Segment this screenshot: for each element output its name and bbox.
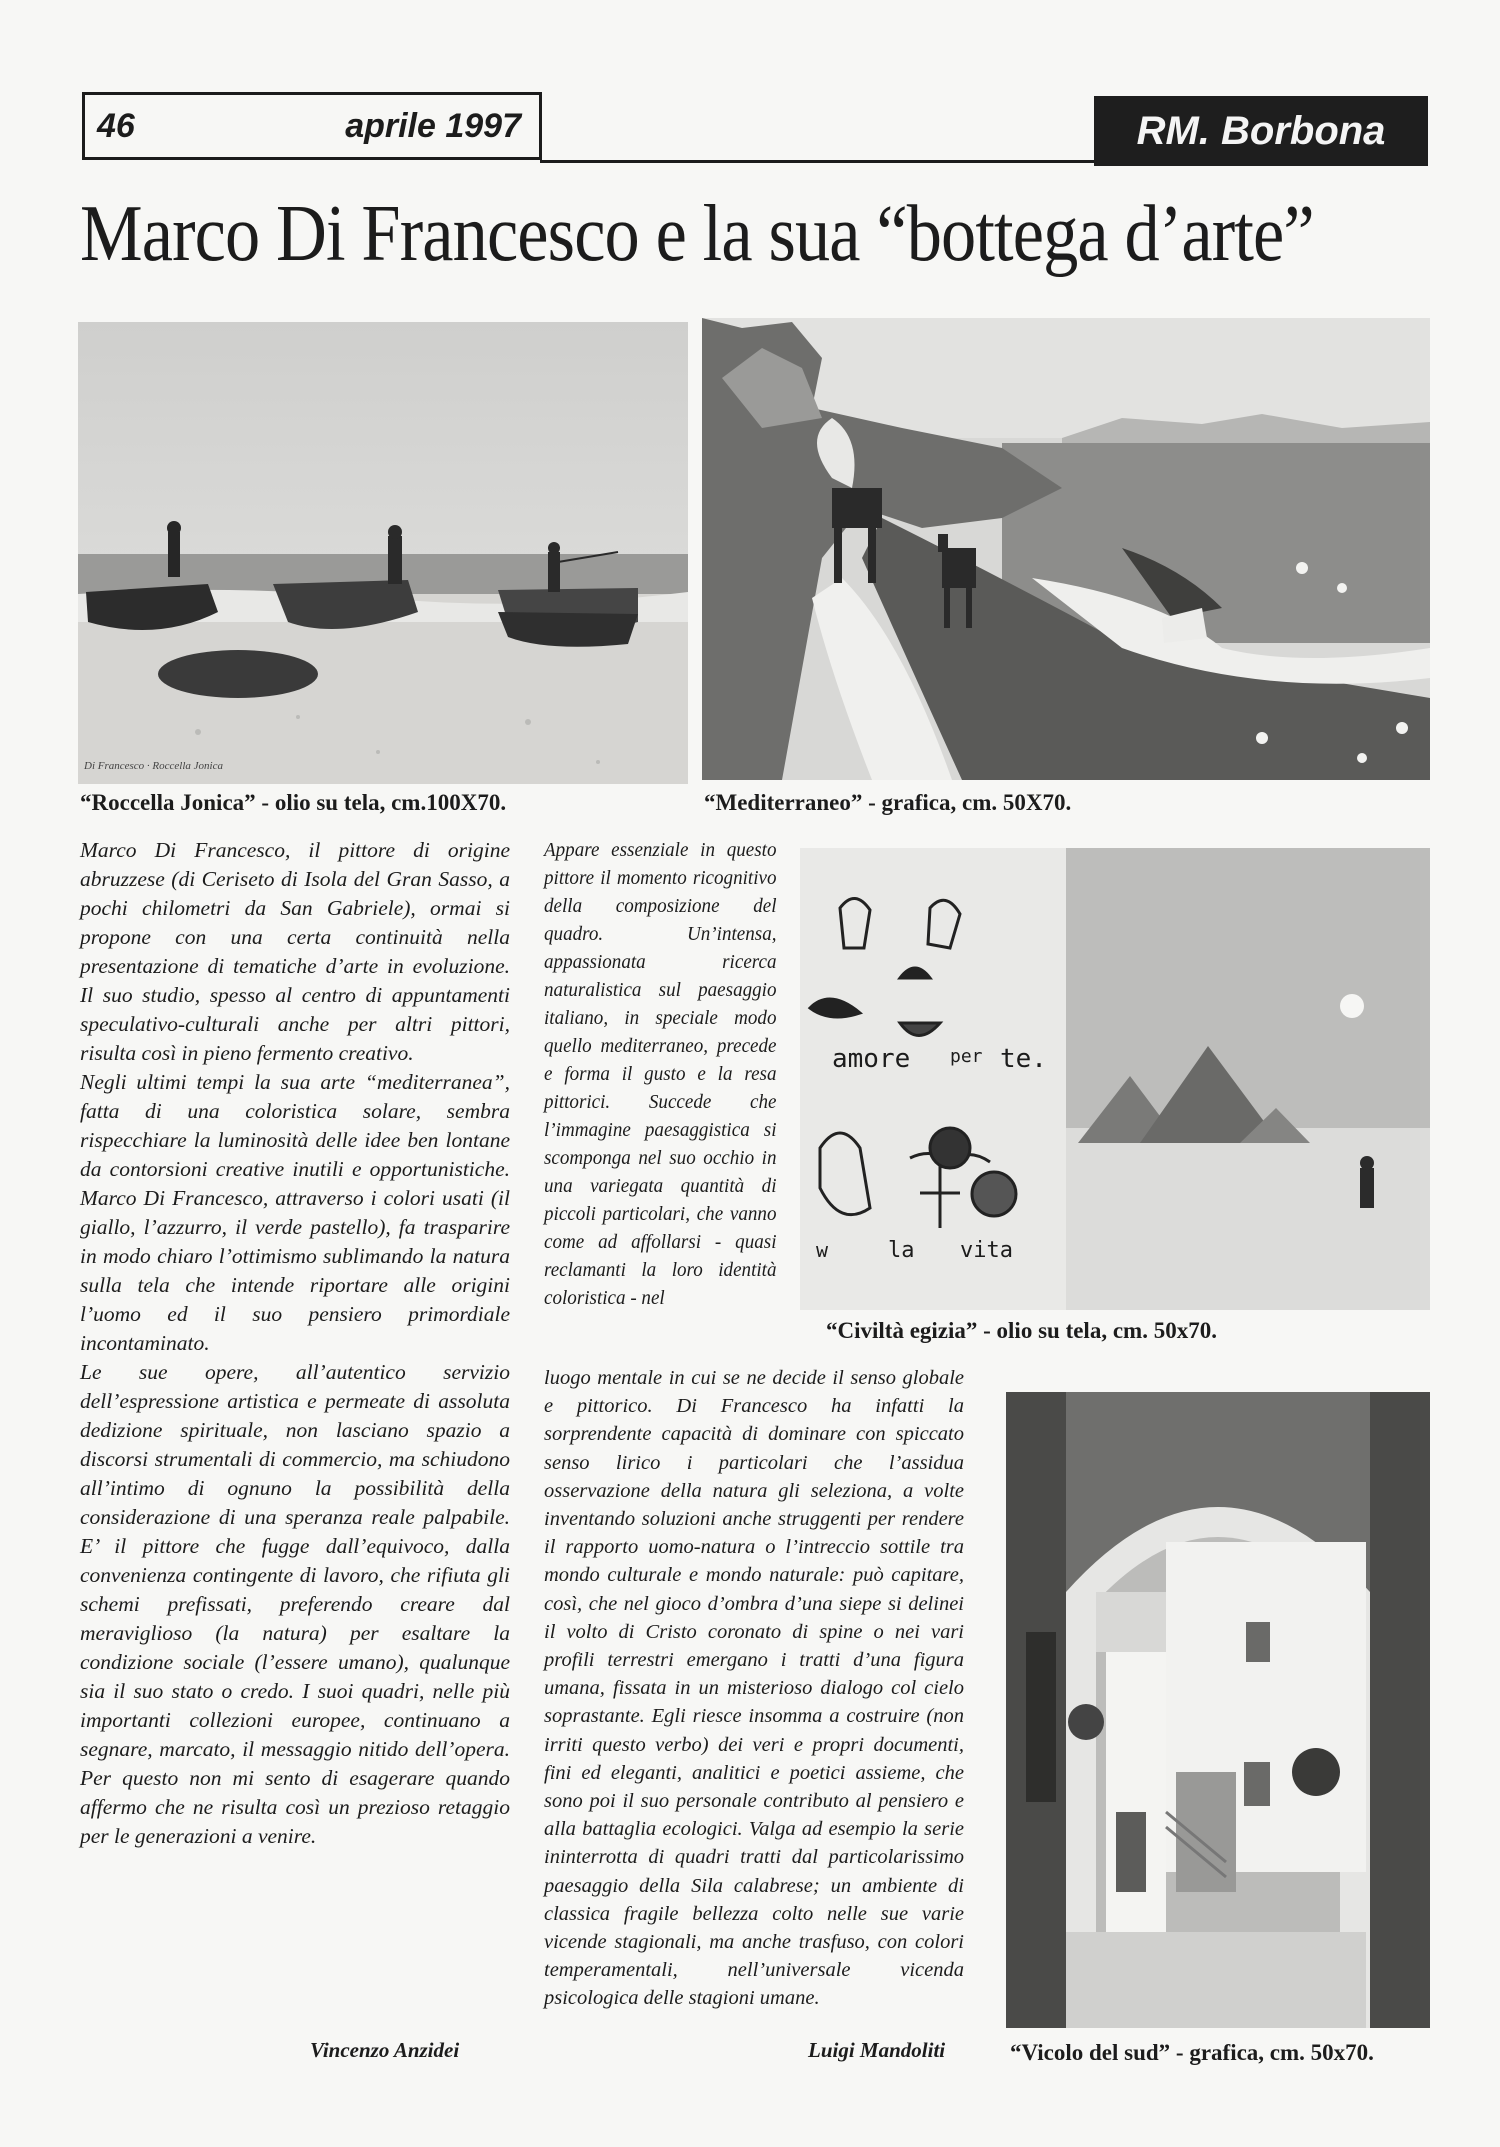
article-1-text: [80, 836, 510, 1851]
page-number: 46: [97, 107, 135, 145]
article-2-author: Luigi Mandoliti: [808, 2038, 946, 2062]
article-2-text-top: Appare essenziale in questo pittore il momento ricognitivo della composizione del quadro. Un’intensa, appassionata ricerca naturalistica sul paesaggio italiano, in speciale modo quello mediterraneo, precede e forma il gusto e la resa pittorici. Succede che l’immagine paesaggistica si scomponga nel suo occhio in una variegata quantità di piccoli particolari, che vanno come ad affollarsi - quasi reclamanti la loro identità coloristica - nel: [544, 839, 777, 1309]
glyph-word: vita: [960, 1238, 1013, 1263]
painting-vicolo-del-sud: [1006, 1392, 1430, 2028]
article-1-paragraph: Negli ultimi tempi la sua arte “mediterranea”, fatta di una coloristica solare, sembra rispecchiare la luminosità delle idee ben lontane da contorsioni creative inutili e opportunistiche. Marco Di Francesco, attraverso i colori usati (il giallo, l’azzurro, il verde pastello), fa trasparire in modo chiaro l’ottimismo sublimando la natura sulla tela che intende riportare alle origini l’uomo ed il suo pensiero primordiale incontaminato.: [80, 1070, 510, 1355]
caption-roccella-jonica: “Roccella Jonica” - olio su tela, cm.100X70.: [80, 790, 507, 815]
headline: Marco Di Francesco e la sua “bottega d’arte”: [80, 190, 1314, 278]
painting-roccella-jonica: [78, 322, 688, 784]
issue-date: aprile 1997: [345, 107, 521, 145]
caption-civilta-egizia: “Civiltà egizia” - olio su tela, cm. 50x70.: [826, 1318, 1217, 1343]
article-1-paragraph: Le sue opere, all’autentico servizio dell’espressione artistica e permeate di assoluta dedizione spirituale, non lasciano spazio a discorsi strumentali di commercio, ma schiudono all’intimo di ognuno la possibilità della considerazione di una speranza reale palpabile. E’ il pittore che fugge dall’equivoco, dalla convenienza contingente di lavoro, che rifiuta gli schemi prefissati, preferendo creare dal meraviglioso (la natura) per esaltare la condizione sociale (l’essere umano), qualunque sia il suo stato o credo. I suoi quadri, nelle più importanti collezioni europee, continuano a segnare, marcato, il messaggio nitido dell’opera. Per questo non mi sento di esagerare quando affermo che ne risulta così un prezioso retaggio per le generazioni a venire.: [80, 1360, 510, 1848]
article-1-paragraph: Marco Di Francesco, il pittore di origine abruzzese (di Ceriseto di Isola del Gran Sasso, a pochi chilometri da San Gabriele), ormai si propone con una certa continuità nella presentazione di tematiche d’arte in evoluzione. Il suo studio, spesso al centro di appuntamenti speculativo-culturali anche per altri pittori, risulta così in pieno fermento creativo.: [80, 838, 510, 1065]
header-box: [82, 92, 542, 160]
painting-signature: Di Francesco · Roccella Jonica: [84, 760, 223, 772]
glyph-word: te.: [1000, 1044, 1047, 1074]
article-2-text-bottom: luogo mentale in cui se ne decide il senso globale e pittorico. Di Francesco ha infatti la sorprendente capacità di dominare con spiccato senso lirico i particolari che l’assidua osservazione della natura gli seleziona, a volte inventando soluzioni anche struggenti per rendere il rapporto uomo-natura o l’intreccio sottile tra mondo culturale e mondo naturale: può capitare, così, che nel gioco d’ombra d’una siepe si delinei il volto di Cristo coronato di spine o nei vari profili terrestri emergano i tratti d’una figura umana, fissata in un misterioso dialogo col cielo soprastante. Egli riesce insomma a costruire (non irriti questo verbo) dei veri e propri documenti, fini ed eleganti, analitici e poetici assieme, che sono poi il suo personale contributo al pensiero e alla battaglia ecologici. Valga ad esempio la serie ininterrotta di quadri tratti dal particolarissimo paesaggio della Sila calabrese; un ambiente di classica fragile bellezza colto nelle sue varie vicende stagionali, ma anche trasfuso, con colori temperamentali, nell’universale vicenda psicologica delle stagioni umane.: [544, 1367, 964, 2010]
article-1-author: Vincenzo Anzidei: [310, 2038, 460, 2062]
glyph-word: w: [816, 1238, 829, 1262]
glyph-word: la: [888, 1238, 915, 1263]
caption-mediterraneo: “Mediterraneo” - grafica, cm. 50X70.: [704, 790, 1072, 815]
caption-vicolo-del-sud: “Vicolo del sud” - grafica, cm. 50x70.: [1010, 2040, 1374, 2065]
painting-civilta-egizia: [800, 848, 1430, 1310]
section-label: RM. Borbona: [1094, 96, 1428, 166]
glyph-word: per: [950, 1046, 983, 1067]
glyph-word: amore: [832, 1044, 911, 1074]
painting-mediterraneo: [702, 318, 1430, 780]
